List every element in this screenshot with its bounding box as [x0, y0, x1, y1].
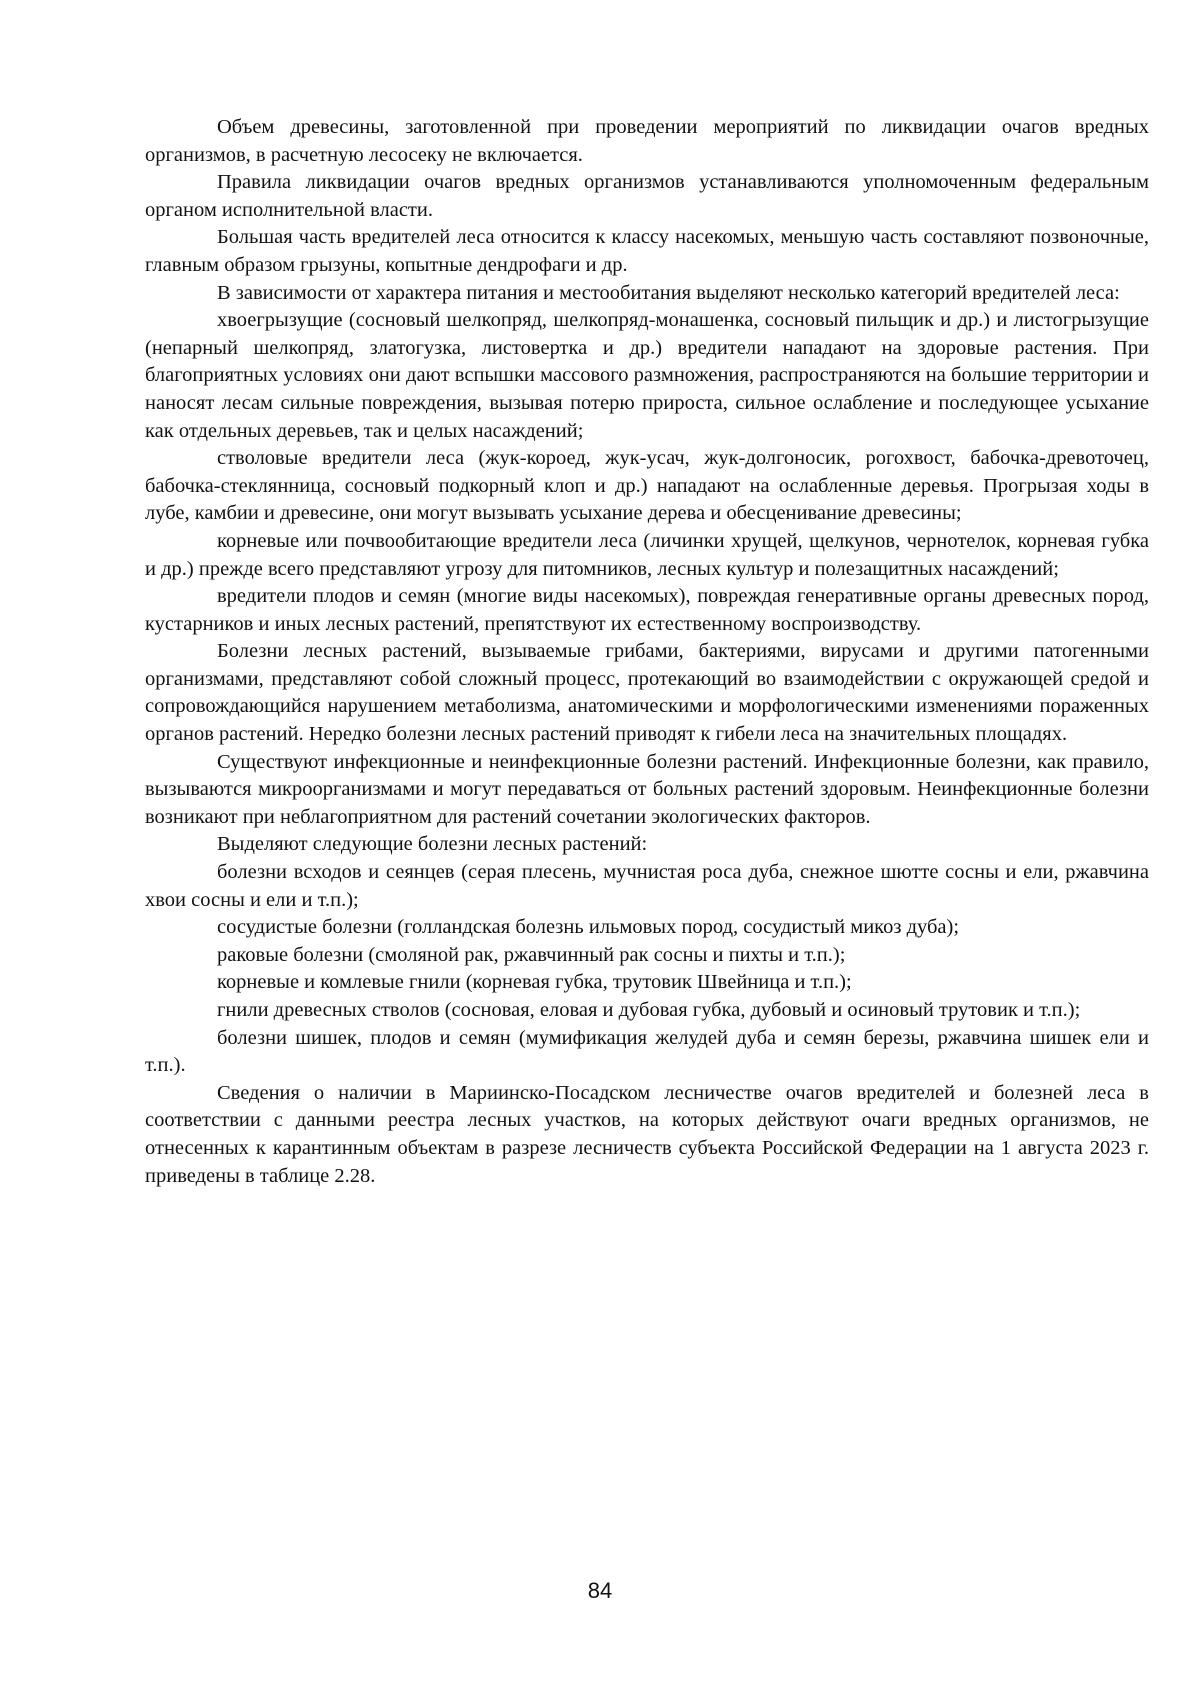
- paragraph: Выделяют следующие болезни лесных растений:: [217, 833, 648, 856]
- list-paragraph: сосудистые болезни (голландская болезнь ильмовых пород, сосудистый микоз дуба);: [217, 916, 960, 939]
- paragraph: Сведения о наличии в Мариинско-Посадском лесничестве очагов вредителей и болезней леса в соответствии с данными реестра лесных участков, на которых действуют очаги вредных организмов, не отнесенных к карантинным объектам в разрезе лесничеств субъекта Российской Федерации на 1 августа 2023 г. приведены в таблице 2.28.: [145, 1081, 1149, 1187]
- list-paragraph: болезни всходов и сеянцев (серая плесень, мучнистая роса дуба, снежное шютте сосны и ели, ржавчина хвои сосны и ели и т.п.);: [145, 861, 1149, 911]
- paragraph: В зависимости от характера питания и местообитания выделяют несколько категорий вредителей леса:: [217, 281, 1120, 304]
- list-paragraph: корневые или почвообитающие вредители леса (личинки хрущей, щелкунов, чернотелок, корневая губка и др.) прежде всего представляют угрозу для питомников, лесных культур и полезащитных насаждений;: [145, 529, 1149, 580]
- list-paragraph: корневые и комлевые гнили (корневая губка, трутовик Швейница и т.п.);: [217, 971, 852, 994]
- list-paragraph: вредители плодов и семян (многие виды насекомых), повреждая генеративные органы древесных пород, кустарников и иных лесных растений, препятствуют их естественному воспроизводству.: [145, 585, 1149, 635]
- list-paragraph: хвоегрызущие (сосновый шелкопряд, шелкопряд-монашенка, сосновый пильщик и др.) и листогрызущие (непарный шелкопряд, златогузка, листовертка и др.) вредители нападают на здоровые растения. При благоприятных условиях они дают вспышки массового размножения, распространяются на большие территории и наносят лесам сильные повреждения, вызывая потерю прироста, сильное ослабление и последующее усыхание как отдельных деревьев, так и целых насаждений;: [145, 309, 1149, 442]
- body-text: [145, 114, 1149, 1190]
- page-number: 84: [587, 1578, 613, 1603]
- paragraph: Болезни лесных растений, вызываемые грибами, бактериями, вирусами и другими патогенными организмами, представляют собой сложный процесс, протекающий во взаимодействии с окружающей средой и сопровождающийся нарушением метаболизма, анатомическими и морфологическими изменениями пораженных органов растений. Нередко болезни лесных растений приводят к гибели леса на значительных площадях.: [145, 640, 1149, 746]
- paragraph: Существуют инфекционные и неинфекционные болезни растений. Инфекционные болезни, как правило, вызываются микроорганизмами и могут передаваться от больных растений здоровым. Неинфекционные болезни возникают при неблагоприятном для растений сочетании экологических факторов.: [145, 750, 1149, 828]
- paragraph: Правила ликвидации очагов вредных организмов устанавливаются уполномоченным федеральным органом исполнительной власти.: [145, 171, 1149, 221]
- list-paragraph: стволовые вредители леса (жук-короед, жук-усач, жук-долгоносик, рогохвост, бабочка-древоточец, бабочка-стеклянница, сосновый подкорный клоп и др.) нападают на ослабленные деревья. Прогрызая ходы в лубе, камбии и древесине, они могут вызывать усыхание дерева и обесценивание древесины;: [145, 447, 1149, 525]
- list-paragraph: раковые болезни (смоляной рак, ржавчинный рак сосны и пихты и т.п.);: [217, 943, 846, 966]
- paragraph: Большая часть вредителей леса относится к классу насекомых, меньшую часть составляют позвоночные, главным образом грызуны, копытные дендрофаги и др.: [145, 226, 1149, 276]
- list-paragraph: болезни шишек, плодов и семян (мумификация желудей дуба и семян березы, ржавчина шишек ели и т.п.).: [145, 1026, 1149, 1077]
- list-paragraph: гнили древесных стволов (сосновая, еловая и дубовая губка, дубовый и осиновый трутовик и т.п.);: [217, 999, 1081, 1021]
- paragraph: Объем древесины, заготовленной при проведении мероприятий по ликвидации очагов вредных организмов, в расчетную лесосеку не включается.: [145, 116, 1149, 166]
